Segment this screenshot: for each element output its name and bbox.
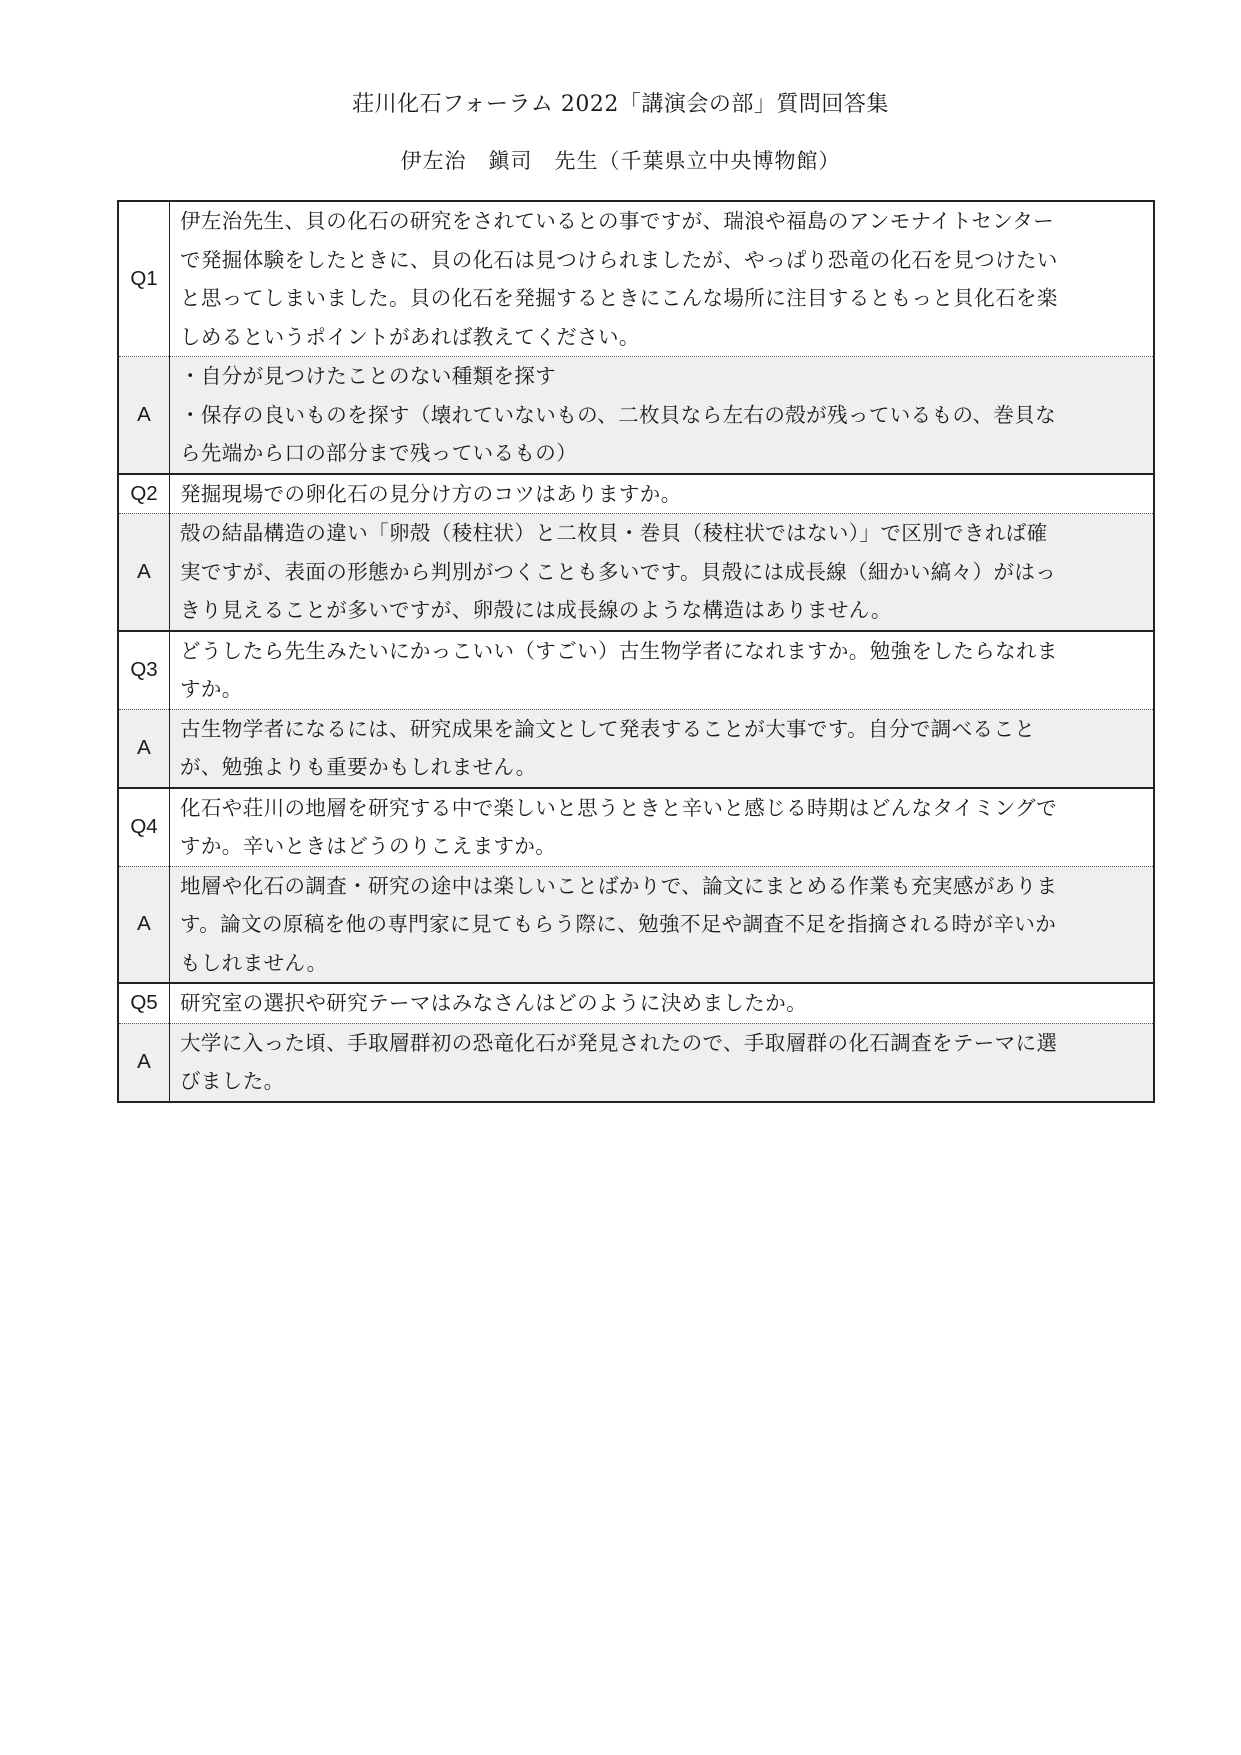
qa-line: 発掘現場での卵化石の見分け方のコツはありますか。 <box>180 481 682 506</box>
qa-text <box>170 631 1155 710</box>
qa-line: しめるというポイントがあれば教えてください。 <box>180 324 640 349</box>
qa-row-q4 <box>118 788 1154 867</box>
qa-row-a5 <box>118 1023 1154 1102</box>
qa-line: すか。辛いときはどうのりこえますか。 <box>180 834 557 858</box>
qa-label: Q4 <box>118 788 170 867</box>
qa-table <box>117 200 1155 1103</box>
qa-line: が、勉強よりも重要かもしれません。 <box>180 755 537 779</box>
qa-line: と思ってしまいました。貝の化石を発掘するときにこんな場所に注目するともっと貝化石を楽 <box>180 286 1058 310</box>
qa-text <box>170 514 1155 631</box>
qa-line: 大学に入った頃、手取層群初の恐竜化石が発見されたので、手取層群の化石調査をテーマに選 <box>180 1030 1058 1055</box>
qa-line: すか。 <box>180 677 243 701</box>
qa-line: きり見えることが多いですが、卵殻には成長線のような構造はありません。 <box>180 598 892 622</box>
qa-label: A <box>118 514 170 631</box>
qa-line: びました。 <box>180 1069 285 1093</box>
qa-row-a1 <box>118 357 1154 474</box>
qa-label: A <box>118 357 170 474</box>
qa-row-a2 <box>118 514 1154 631</box>
document-subtitle: 伊左治 鎭司 先生（千葉県立中央博物館） <box>400 149 841 173</box>
qa-row-a4 <box>118 866 1154 983</box>
qa-text <box>170 357 1155 474</box>
qa-line: 化石や荘川の地層を研究する中で楽しいと思うときと辛いと感じる時期はどんなタイミングで <box>180 795 1057 820</box>
qa-line: 実ですが、表面の形態から判別がつくことも多いです。貝殻には成長線（細かい縞々）がはっ <box>180 559 1057 584</box>
qa-line: 古生物学者になるには、研究成果を論文として発表することが大事です。自分で調べること <box>180 716 1036 741</box>
qa-text <box>170 709 1155 788</box>
qa-label: Q2 <box>118 474 170 514</box>
qa-label: Q1 <box>118 201 170 357</box>
qa-row-a3 <box>118 709 1154 788</box>
qa-line: 研究室の選択や研究テーマはみなさんはどのように決めましたか。 <box>180 991 807 1015</box>
qa-label: A <box>118 866 170 983</box>
qa-text <box>170 1023 1155 1102</box>
qa-label: A <box>118 709 170 788</box>
qa-line: す。論文の原稿を他の専門家に見てもらう際に、勉強不足や調査不足を指摘される時が辛いか <box>180 912 1057 936</box>
qa-line: ・保存の良いものを探す（壊れていないもの、二枚貝なら左右の殻が残っているもの、巻貝な <box>180 402 1057 427</box>
qa-text <box>170 866 1155 983</box>
qa-row-q5 <box>118 983 1154 1023</box>
qa-text <box>170 474 1155 514</box>
qa-line: 伊左治先生、貝の化石の研究をされているとの事ですが、瑞浪や福島のアンモナイトセンター <box>180 209 1055 233</box>
qa-row-q2 <box>118 474 1154 514</box>
qa-line: 殻の結晶構造の違い「卵殻（稜柱状）と二枚貝・巻貝（稜柱状ではない）」で区別できれば確 <box>180 521 1048 545</box>
qa-line: 地層や化石の調査・研究の途中は楽しいことばかりで、論文にまとめる作業も充実感がありま <box>180 873 1058 898</box>
qa-row-q3 <box>118 631 1154 710</box>
qa-label: A <box>118 1023 170 1102</box>
qa-row-q1 <box>118 201 1154 357</box>
qa-line: で発掘体験をしたときに、貝の化石は見つけられましたが、やっぱり恐竜の化石を見つけたい <box>180 247 1058 272</box>
qa-text <box>170 983 1155 1023</box>
qa-label: Q5 <box>118 983 170 1023</box>
qa-line: ・自分が見つけたことのない種類を探す <box>180 364 557 388</box>
qa-line: どうしたら先生みたいにかっこいい（すごい）古生物学者になれますか。勉強をしたらなれま <box>180 638 1058 663</box>
qa-line: もしれません。 <box>180 950 328 975</box>
qa-text <box>170 788 1155 867</box>
qa-line: ら先端から口の部分まで残っているもの） <box>180 441 578 465</box>
qa-label: Q3 <box>118 631 170 710</box>
document-title: 荘川化石フォーラム 2022「講演会の部」質問回答集 <box>352 92 889 117</box>
qa-text <box>170 201 1155 357</box>
